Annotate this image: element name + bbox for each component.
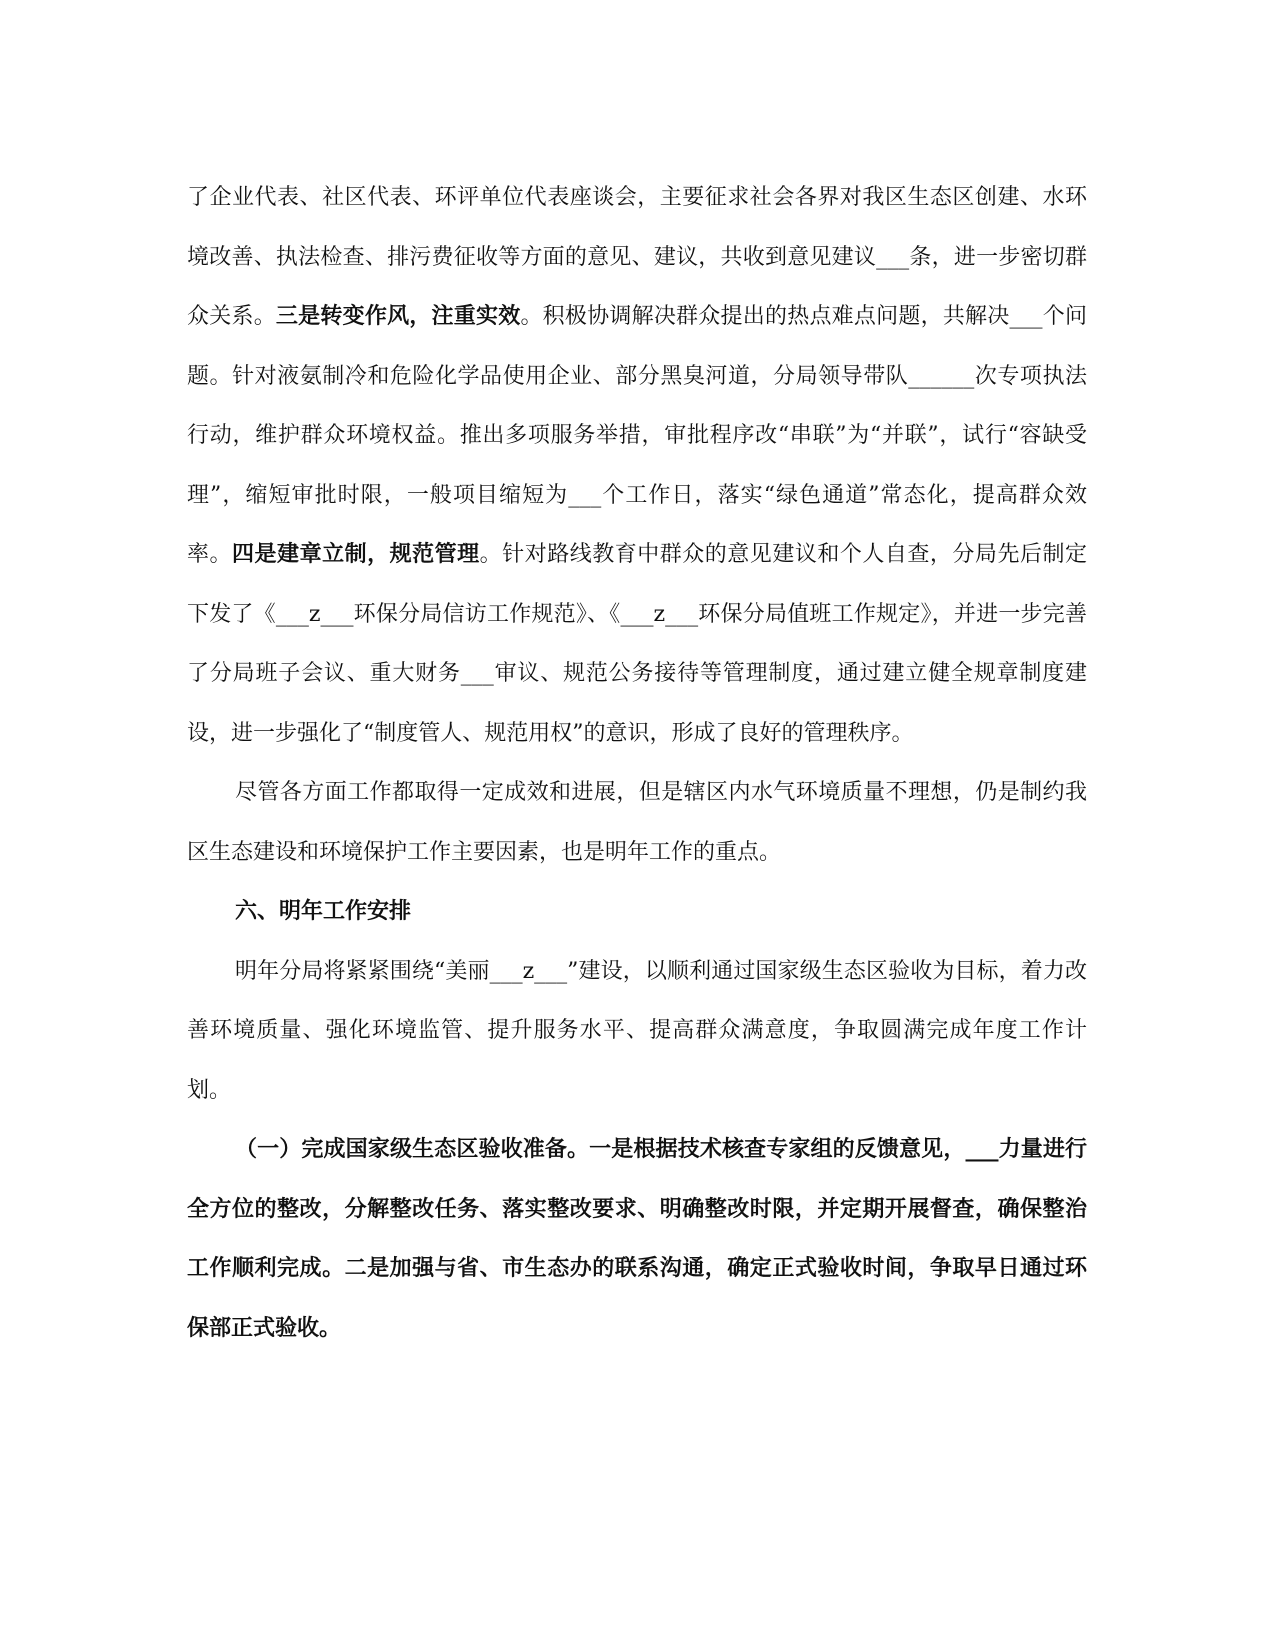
paragraph-text: 。针对路线教育中群众的意见建议和个人自查，分局先后制定下发了《___z___环保分局信访工作规范》、《___z___环保分局值班工作规定》，并进一步完善了分局班子会议、重大财务___审议、规范公务接待等管理制度，通过建立健全规章制度建设，进一步强化了“制度管人、规范用权”的意识，形成了良好的管理秩序。 bbox=[187, 542, 1087, 746]
bold-point-four: 四是建章立制，规范管理 bbox=[232, 541, 480, 567]
bold-point-three: 三是转变作风，注重实效 bbox=[275, 303, 521, 329]
paragraph-summary: 尽管各方面工作都取得一定成效和进展，但是辖区内水气环境质量不理想，仍是制约我区生态建设和环境保护工作主要因素，也是明年工作的重点。 bbox=[187, 780, 1087, 865]
paragraph-plan-intro: 明年分局将紧紧围绕“美丽___z___”建设，以顺利通过国家级生态区验收为目标，着力改善环境质量、强化环境监管、提升服务水平、提高群众满意度，争取圆满完成年度工作计划。 bbox=[187, 958, 1087, 1103]
document-body bbox=[187, 168, 1087, 1358]
paragraph-text: 。积极协调解决群众提出的热点难点问题，共解决___个问题。针对液氨制冷和危险化学品使用企业、部分黑臭河道，分局领导带队______次专项执法行动，维护群众环境权益。推出多项服务举措，审批程序改“串联”为“并联”，试行“容缺受理”，缩短审批时限，一般项目缩短为___个工作日，落实“绿色通道”常态化，提高群众效率。 bbox=[187, 304, 1087, 567]
paragraph-text: 了企业代表、社区代表、环评单位代表座谈会，主要征求社会各界对我区生态区创建、水环境改善、执法检查、排污费征收等方面的意见、建议，共收到意见建议___条，进一步密切群众关系。 bbox=[187, 185, 1087, 329]
section-heading: 六、明年工作安排 bbox=[235, 898, 412, 924]
paragraph-plan-item-1: （一）完成国家级生态区验收准备。一是根据技术核查专家组的反馈意见，___力量进行全方位的整改，分解整改任务、落实整改要求、明确整改时限，并定期开展督查，确保整治工作顺利完成。二是加强与省、市生态办的联系沟通，确定正式验收时间，争取早日通过环保部正式验收。 bbox=[187, 1136, 1087, 1341]
paragraph-continued bbox=[187, 168, 1087, 763]
